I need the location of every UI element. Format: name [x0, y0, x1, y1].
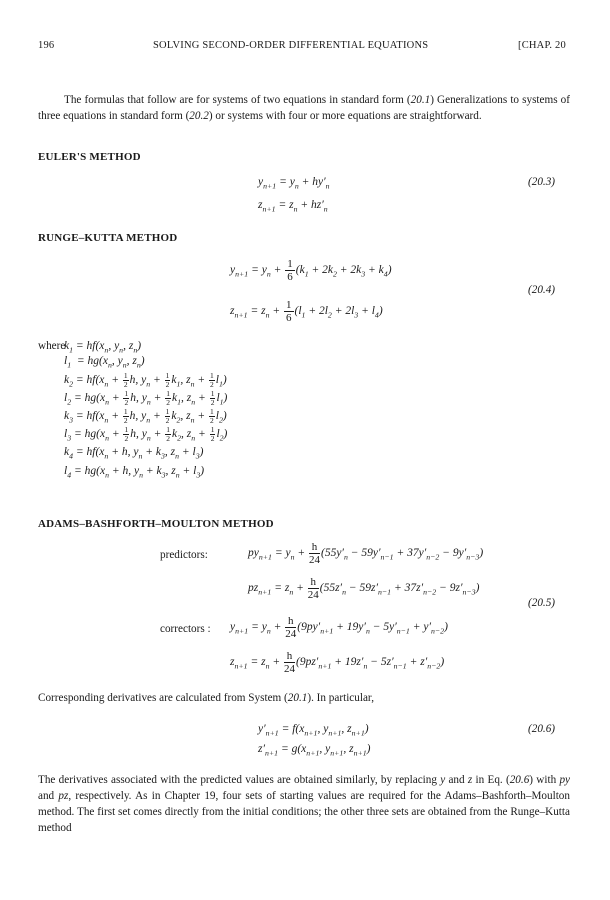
derivative-y: $y'_{n+1} = f(x_{n+1}$, $y_{n+1}$, $z_{n+1}$)	[258, 723, 369, 738]
derivative-z: $z'_{n+1} = g(x_{n+1}$, $y_{n+1}$, $z_{n+1}$)	[258, 743, 371, 758]
rk-k2: $k_2 = hf(x_n$ + $\frac{1}{2}$ h, $y_n$ + $\frac{1}{2}$ $k_1$, $z_n$ + $\frac{1}{2}$ $l_1$)	[64, 371, 227, 389]
fraction-h-over-24: $\frac{h}{24}$	[309, 541, 320, 566]
intro-paragraph: The formulas that follow are for systems of two equations in standard form (20.1) Generalizations to systems of three equations in standard form (20.2) or systems with four or more equations are straightforward.	[38, 94, 570, 122]
chapter-label: [CHAP. 20	[518, 40, 566, 51]
fraction-one-sixth: $\frac{1}{6}$	[287, 258, 293, 283]
corresponding-paragraph: Corresponding derivatives are calculated from System (20.1). In particular,	[38, 692, 375, 704]
fraction-h-over-24: $\frac{h}{24}$	[307, 576, 319, 601]
euler-heading: EULER'S METHOD	[38, 151, 141, 163]
abm-heading: ADAMS–BASHFORTH–MOULTON METHOD	[38, 518, 274, 530]
eq-number-20-3: (20.3)	[528, 176, 556, 188]
fraction-h-over-24: $\frac{h}{24}$	[285, 615, 297, 640]
rk-l1: $l_1 = hg(x_n$, $y_n$, $z_n$)	[64, 355, 145, 370]
running-title: SOLVING SECOND-ORDER DIFFERENTIAL EQUATIONS	[153, 40, 429, 51]
rk-k1: $k_1 = hf(x_n$, $y_n$, $z_n$)	[64, 340, 142, 355]
rk-heading: RUNGE–KUTTA METHOD	[38, 232, 178, 244]
euler-equation-y: $y_{n+1} = y_n + hy'_n$	[258, 176, 330, 191]
page-number: 196	[38, 40, 55, 51]
rk-k3: $k_3 = hf(x_n$ + $\frac{1}{2}$ h, $y_n$ + $\frac{1}{2}$ $k_2$, $z_n$ + $\frac{1}{2}$ $l_2$)	[64, 407, 227, 425]
eq-number-20-4: (20.4)	[528, 284, 556, 296]
eq-number-20-5: (20.5)	[528, 597, 556, 609]
rk-equation-z: $z_{n+1} = z_n$ + $\frac{1}{6}$ $(l_1 + 2l_2 + 2l_3 + l_4)$	[230, 299, 383, 324]
correctors-label: correctors :	[160, 623, 211, 635]
predictor-y: $py_{n+1} = y_n$ + $\frac{h}{24}$ $(55y'_n - 59y'_{n-1} + 37y'_{n-2} - 9y'_{n-3})$	[248, 541, 484, 566]
rk-equation-y: $y_{n+1} = y_n$ + $\frac{1}{6}$ $(k_1 + 2k_2 + 2k_3 + k_4)$	[230, 258, 392, 283]
where-label: where	[38, 340, 66, 352]
closing-paragraph: The derivatives associated with the predicted values are obtained similarly, by replacing y and z in Eq. (20.6) with py and pz, respectively. As in Chapter 19, four sets of starting values are required for the Adams–Bashforth–Moulton method. The first set comes directly from the initial conditions; the other three sets are obtained from the Runge–Kutta method	[38, 774, 570, 834]
corrector-y: $y_{n+1} = y_n$ + $\frac{h}{24}$ $(9py'_{n+1} + 19y'_n - 5y'_{n-1} + y'_{n-2})$	[230, 615, 448, 640]
rk-l2: $l_2 = hg(x_n$ + $\frac{1}{2}$ h, $y_n$ + $\frac{1}{2}$ $k_1$, $z_n$ + $\frac{1}{2}$ $l_1$)	[64, 389, 228, 407]
rk-l3: $l_3 = hg(x_n$ + $\frac{1}{2}$ h, $y_n$ + $\frac{1}{2}$ $k_2$, $z_n$ + $\frac{1}{2}$ $l_2$)	[64, 425, 228, 443]
predictors-label: predictors:	[160, 549, 208, 561]
euler-equation-z: $z_{n+1} = z_n + hz'_n$	[258, 199, 328, 214]
predictor-z: $pz_{n+1} = z_n$ + $\frac{h}{24}$ $(55z'_n - 59z'_{n-1} + 37z'_{n-2} - 9z'_{n-3})$	[248, 576, 480, 601]
eq-number-20-6: (20.6)	[528, 723, 556, 735]
fraction-h-over-24: $\frac{h}{24}$	[284, 650, 295, 675]
rk-l4: $l_4 = hg(x_n + h$, $y_n + k_3$, $z_n + l_3$)	[64, 465, 205, 480]
rk-k4: $k_4 = hf(x_n + h$, $y_n + k_3$, $z_n + l_3$)	[64, 446, 204, 461]
fraction-one-sixth: $\frac{1}{6}$	[286, 299, 292, 324]
corrector-z: $z_{n+1} = z_n$ + $\frac{h}{24}$ $(9pz'_{n+1} + 19z'_n - 5z'_{n-1} + z'_{n-2})$	[230, 650, 445, 675]
